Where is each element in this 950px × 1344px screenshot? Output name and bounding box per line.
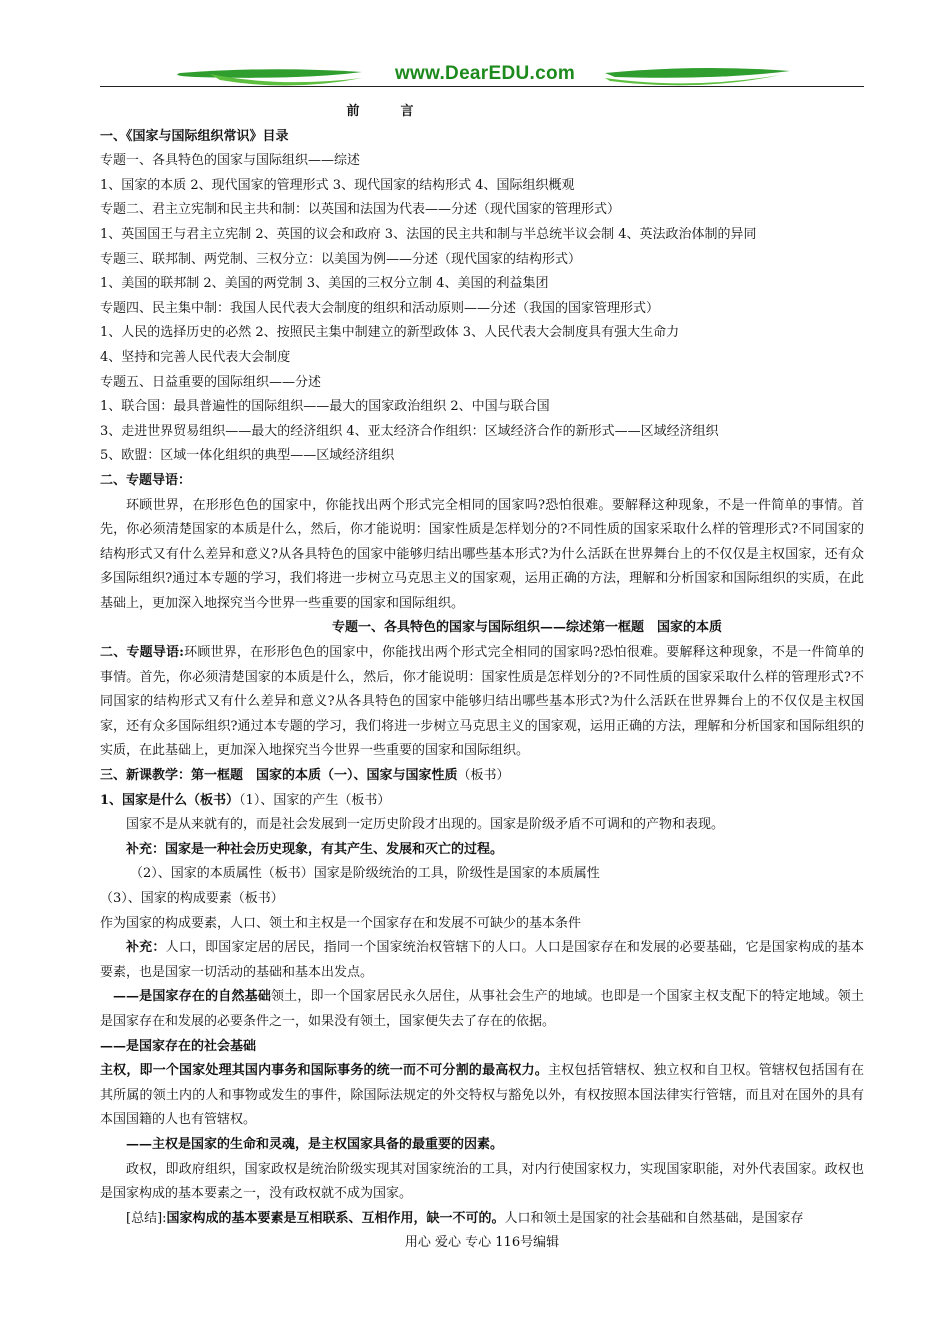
brand-logo-text: www.DearEDU.com — [394, 63, 576, 84]
social-basis-label: ——是国家存在的社会基础 — [100, 1038, 257, 1054]
toc-line: 5、欧盟：区域一体化组织的典型——区域经济组织 — [100, 448, 395, 464]
guide2-text: 环顾世界，在形形色色的国家中，你能找出两个形式完全相同的国家吗?恐怕很难。要解释这种现象，不是一件简单的事情。首先，你必须清楚国家的本质是什么，然后，你才能说明：国家性质是怎样划分的?不同性质的国家采取什么样的管理形式?不同国家的结构形式又有什么差异和意义?从各具特色的国家中能够归结出哪些基本形式?为什么活跃在世界舞台上的不仅仅是主权国家，还有众多国际组织?通过本专题的学习，我们将进一步树立马克思主义的国家观，运用正确的方法，理解和分析国家和国际组织的实质，在此基础上，更加深入地探究当今世界一些重要的国家和国际组织。 — [100, 645, 864, 759]
supplement-population — [100, 936, 864, 985]
toc-line: 4、坚持和完善人民代表大会制度 — [100, 349, 291, 365]
paragraph-territory — [100, 985, 864, 1034]
toc-line: 3、走进世界贸易组织——最大的经济组织 4、亚太经济合作组织：区域经济合作的新形式——区域经济组织 — [100, 423, 719, 439]
paragraph-sovereignty — [100, 1059, 864, 1133]
paragraph-government: 政权，即政府组织，国家政权是统治阶级实现其对国家统治的工具，对内行使国家权力，实现国家职能，对外代表国家。政权也是国家构成的基本要素之一，没有政权就不成为国家。 — [100, 1161, 864, 1202]
question-1-bold: 1、国家是什么（板书） — [100, 792, 240, 808]
paragraph-elements-intro: 作为国家的构成要素，人口、领土和主权是一个国家存在和发展不可缺少的基本条件 — [100, 915, 582, 931]
sovereignty-bold: 主权，即一个国家处理其国内事务和国际事务的统一而不可分割的最高权力。 — [100, 1063, 548, 1079]
toc-line: 1、国家的本质 2、现代国家的管理形式 3、现代国家的结构形式 4、国际组织概观 — [100, 177, 575, 193]
guide2-paragraph — [100, 641, 864, 764]
toc-heading: 一、《国家与国际组织常识》目录 — [100, 128, 289, 144]
document-body — [100, 100, 864, 1231]
toc-line: 专题五、日益重要的国际组织——分述 — [100, 374, 322, 390]
supplement-1: 补充：国家是一种社会历史现象，有其产生、发展和灭亡的过程。 — [126, 841, 504, 857]
header-divider — [100, 86, 864, 87]
question-1-tail: （1）、国家的产生（板书） — [239, 792, 391, 808]
teach-heading-tail: （板书） — [457, 768, 510, 784]
toc-line: 专题二、君主立宪制和民主共和制：以英国和法国为代表——分述（现代国家的管理形式） — [100, 202, 621, 218]
supplement-2-label: 补充： — [126, 940, 166, 956]
guide-heading: 二、专题导语： — [100, 472, 192, 488]
teach-heading-bold: 三、新课教学：第一框题 国家的本质（一）、国家与国家性质 — [100, 768, 458, 784]
summary-text: 人口和领土是国家的社会基础和自然基础，是国家存 — [504, 1210, 804, 1226]
toc-line: 专题三、联邦制、两党制、三权分立：以美国为例——分述（现代国家的结构形式） — [100, 251, 582, 267]
toc-line: 1、联合国：最具普遍性的国际组织——最大的国家政治组织 2、中国与联合国 — [100, 399, 550, 415]
guide2-label: 二、专题导语: — [100, 645, 184, 661]
paragraph-essence: （2）、国家的本质属性（板书）国家是阶级统治的工具，阶级性是国家的本质属性 — [130, 866, 600, 882]
page-footer: 用心 爱心 专心 116号编辑 — [404, 1235, 560, 1250]
toc-line: 1、人民的选择历史的必然 2、按照民主集中制建立的新型政体 3、人民代表大会制度具有强大生命力 — [100, 325, 680, 341]
toc-line: 1、美国的联邦制 2、美国的两党制 3、美国的三权分立制 4、美国的利益集团 — [100, 276, 549, 292]
summary-bold: 国家构成的基本要素是互相联系、互相作用，缺一不可的。 — [166, 1210, 505, 1226]
document-title: 前 言 — [346, 104, 428, 119]
lesson-title: 专题一、各具特色的国家与国际组织——综述第一框题 国家的本质 — [331, 620, 722, 636]
toc-line: 1、英国国王与君主立宪制 2、英国的议会和政府 3、法国的民主共和制与半总统半议会制 4、英法政治体制的异同 — [100, 226, 757, 242]
territory-text: 领土，即一个国家居民永久居住，从事社会生产的地域。也即是一个国家主权支配下的特定地域。领土是国家存在和发展的必要条件之一，如果没有领土，国家便失去了存在的依据。 — [100, 989, 864, 1029]
paragraph-origin: 国家不是从来就有的，而是社会发展到一定历史阶段才出现的。国家是阶级矛盾不可调和的产物和表现。 — [126, 817, 725, 833]
summary-label: [总结]: — [126, 1210, 167, 1226]
summary-line — [100, 1207, 864, 1232]
sovereignty-soul: ——主权是国家的生命和灵魂，是主权国家具备的最重要的因素。 — [126, 1136, 504, 1152]
question-1 — [100, 789, 864, 814]
toc-line: 专题四、民主集中制：我国人民代表大会制度的组织和活动原则——分述（我国的国家管理形式） — [100, 300, 660, 316]
toc-line: 专题一、各具特色的国家与国际组织——综述 — [100, 153, 361, 169]
supplement-2-text: 人口，即国家定居的居民，指同一个国家统治权管辖下的人口。人口是国家存在和发展的必要基础，它是国家构成的基本要素，也是国家一切活动的基础和基本出发点。 — [100, 940, 864, 980]
natural-basis-label: ——是国家存在的自然基础 — [113, 989, 271, 1005]
guide-paragraph: 环顾世界，在形形色色的国家中，你能找出两个形式完全相同的国家吗?恐怕很难。要解释这种现象，不是一件简单的事情。首先，你必须清楚国家的本质是什么，然后，你才能说明：国家性质是怎样划分的?不同性质的国家采取什么样的管理形式?不同国家的结构形式又有什么差异和意义?从各具特色的国家中能够归结出哪些基本形式?为什么活跃在世界舞台上的不仅仅是主权国家，还有众多国际组织?通过本专题的学习，我们将进一步树立马克思主义的国家观，运用正确的方法，理解和分析国家和国际组织的实质，在此基础上，更加深入地探究当今世界一些重要的国家和国际组织。 — [100, 497, 864, 611]
sovereignty-text: 主权包括管辖权、独立权和自卫权。管辖权包括国有在其所属的领土内的人和事物或发生的事件，除国际法规定的外交特权与豁免以外，有权按照本国法律实行管辖，而且对在国外的具有本国国籍的人也有管辖权。 — [100, 1063, 864, 1128]
teach-heading — [100, 764, 864, 789]
site-header — [100, 60, 864, 92]
paragraph-elements: （3）、国家的构成要素（板书） — [100, 891, 284, 906]
